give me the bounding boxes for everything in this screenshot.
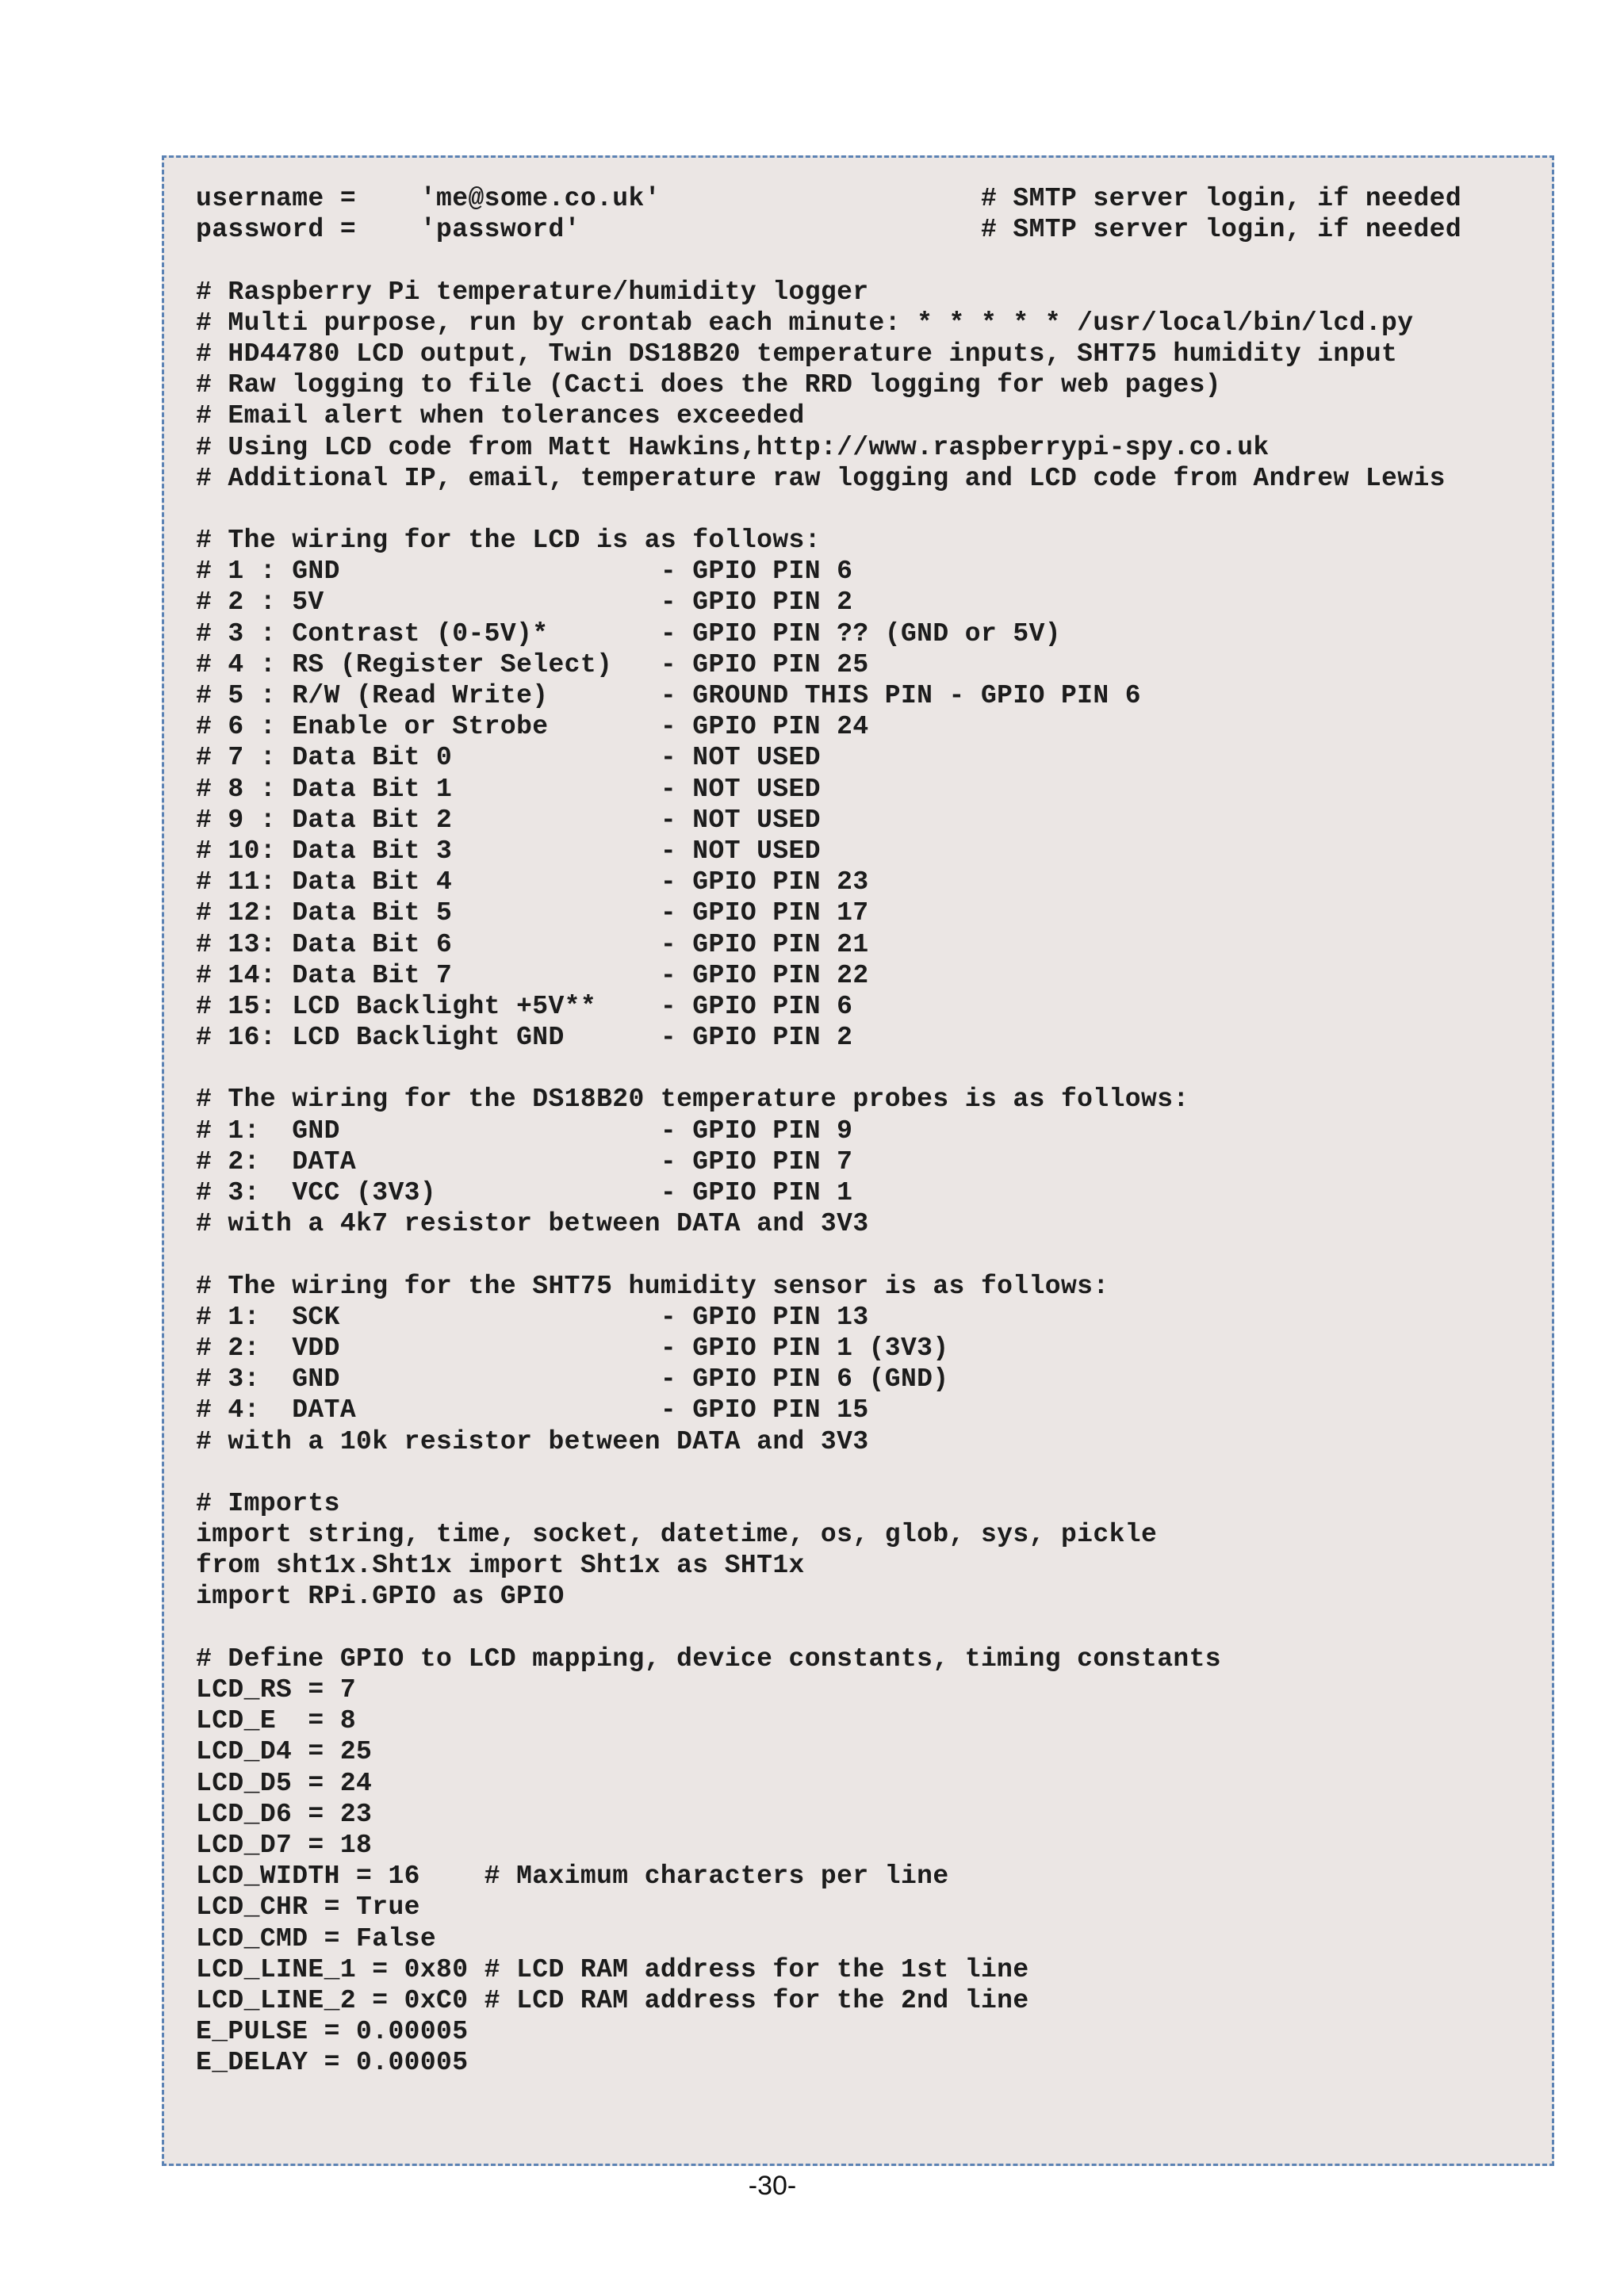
- code-line: # 2: VDD - GPIO PIN 1 (3V3): [196, 1333, 949, 1363]
- code-line: LCD_WIDTH = 16 # Maximum characters per line: [196, 1862, 949, 1892]
- code-line: # Raw logging to file (Cacti does the RRD logging for web pages): [196, 370, 1222, 400]
- code-line: LCD_RS = 7: [196, 1675, 357, 1705]
- code-line: LCD_D7 = 18: [196, 1830, 373, 1860]
- code-line: # 3 : Contrast (0-5V)* - GPIO PIN ?? (GND or 5V): [196, 618, 1061, 649]
- code-line: # 7 : Data Bit 0 - NOT USED: [196, 743, 821, 773]
- code-line: LCD_D4 = 25: [196, 1737, 373, 1767]
- code-line: # 16: LCD Backlight GND - GPIO PIN 2: [196, 1023, 853, 1053]
- code-line: [196, 494, 1520, 525]
- code-line: # Additional IP, email, temperature raw logging and LCD code from Andrew Lewis: [196, 463, 1446, 493]
- code-line: # 6 : Enable or Strobe - GPIO PIN 24: [196, 712, 869, 742]
- code-line: # 1 : GND - GPIO PIN 6: [196, 557, 853, 587]
- code-line: LCD_D5 = 24: [196, 1768, 373, 1798]
- code-line: # Using LCD code from Matt Hawkins,http://www.raspberrypi-spy.co.uk: [196, 432, 1270, 462]
- code-line: # 3: VCC (3V3) - GPIO PIN 1: [196, 1178, 853, 1207]
- code-line: [196, 1239, 1520, 1270]
- code-line: # The wiring for the LCD is as follows:: [196, 526, 821, 556]
- code-line: # 13: Data Bit 6 - GPIO PIN 21: [196, 929, 869, 959]
- code-line: LCD_D6 = 23: [196, 1799, 373, 1829]
- code-line: password = 'password' # SMTP server login, if needed: [196, 215, 1462, 245]
- code-line: # 4 : RS (Register Select) - GPIO PIN 25: [196, 649, 869, 679]
- page-number: -30-: [748, 2171, 797, 2201]
- code-line: # 5 : R/W (Read Write) - GROUND THIS PIN - GPIO PIN 6: [196, 681, 1141, 710]
- code-line: username = 'me@some.co.uk' # SMTP server login, if needed: [196, 184, 1462, 213]
- code-line: LCD_LINE_2 = 0xC0 # LCD RAM address for the 2nd line: [196, 1985, 1029, 2015]
- code-line: import string, time, socket, datetime, os, glob, sys, pickle: [196, 1520, 1158, 1550]
- code-line: LCD_E = 8: [196, 1706, 357, 1736]
- code-line: LCD_CMD = False: [196, 1923, 437, 1954]
- code-line: # with a 10k resistor between DATA and 3V3: [196, 1426, 869, 1456]
- code-line: [196, 1053, 1520, 1084]
- code-line: # Email alert when tolerances exceeded: [196, 401, 805, 431]
- code-line: # with a 4k7 resistor between DATA and 3V3: [196, 1209, 869, 1239]
- code-line: # Raspberry Pi temperature/humidity logger: [196, 277, 869, 307]
- code-line: # 2 : 5V - GPIO PIN 2: [196, 587, 853, 618]
- code-line: # 1: GND - GPIO PIN 9: [196, 1115, 853, 1146]
- code-line: # 8 : Data Bit 1 - NOT USED: [196, 774, 821, 804]
- code-line: # 12: Data Bit 5 - GPIO PIN 17: [196, 898, 869, 928]
- code-line: # The wiring for the DS18B20 temperature probes is as follows:: [196, 1085, 1189, 1115]
- code-line: # HD44780 LCD output, Twin DS18B20 temperature inputs, SHT75 humidity input: [196, 339, 1398, 369]
- code-listing-box: [162, 155, 1554, 2166]
- code-line: # 14: Data Bit 7 - GPIO PIN 22: [196, 960, 869, 990]
- code-line: from sht1x.Sht1x import Sht1x as SHT1x: [196, 1551, 805, 1581]
- code-line: # 9 : Data Bit 2 - NOT USED: [196, 805, 821, 835]
- code-line: [196, 1457, 1520, 1488]
- code-line: E_DELAY = 0.00005: [196, 2048, 469, 2078]
- code-line: # 4: DATA - GPIO PIN 15: [196, 1395, 869, 1425]
- code-line: [196, 245, 1520, 276]
- code-line: # 15: LCD Backlight +5V** - GPIO PIN 6: [196, 991, 853, 1021]
- code-line: # 11: Data Bit 4 - GPIO PIN 23: [196, 867, 869, 897]
- code-line: LCD_CHR = True: [196, 1892, 420, 1923]
- code-line: # The wiring for the SHT75 humidity sensor is as follows:: [196, 1271, 1109, 1301]
- code-line: # 3: GND - GPIO PIN 6 (GND): [196, 1364, 949, 1395]
- code-line: [196, 1613, 1520, 1644]
- code-line: import RPi.GPIO as GPIO: [196, 1582, 565, 1612]
- code-line: LCD_LINE_1 = 0x80 # LCD RAM address for the 1st line: [196, 1954, 1029, 1984]
- code-line: # 1: SCK - GPIO PIN 13: [196, 1302, 869, 1332]
- code-line: # Multi purpose, run by crontab each minute: * * * * * /usr/local/bin/lcd.py: [196, 308, 1414, 338]
- code-line: # Define GPIO to LCD mapping, device constants, timing constants: [196, 1644, 1222, 1674]
- code-line: # 10: Data Bit 3 - NOT USED: [196, 836, 821, 866]
- code-line: E_PULSE = 0.00005: [196, 2017, 469, 2047]
- code-line: # Imports: [196, 1488, 340, 1518]
- code-line: # 2: DATA - GPIO PIN 7: [196, 1146, 853, 1177]
